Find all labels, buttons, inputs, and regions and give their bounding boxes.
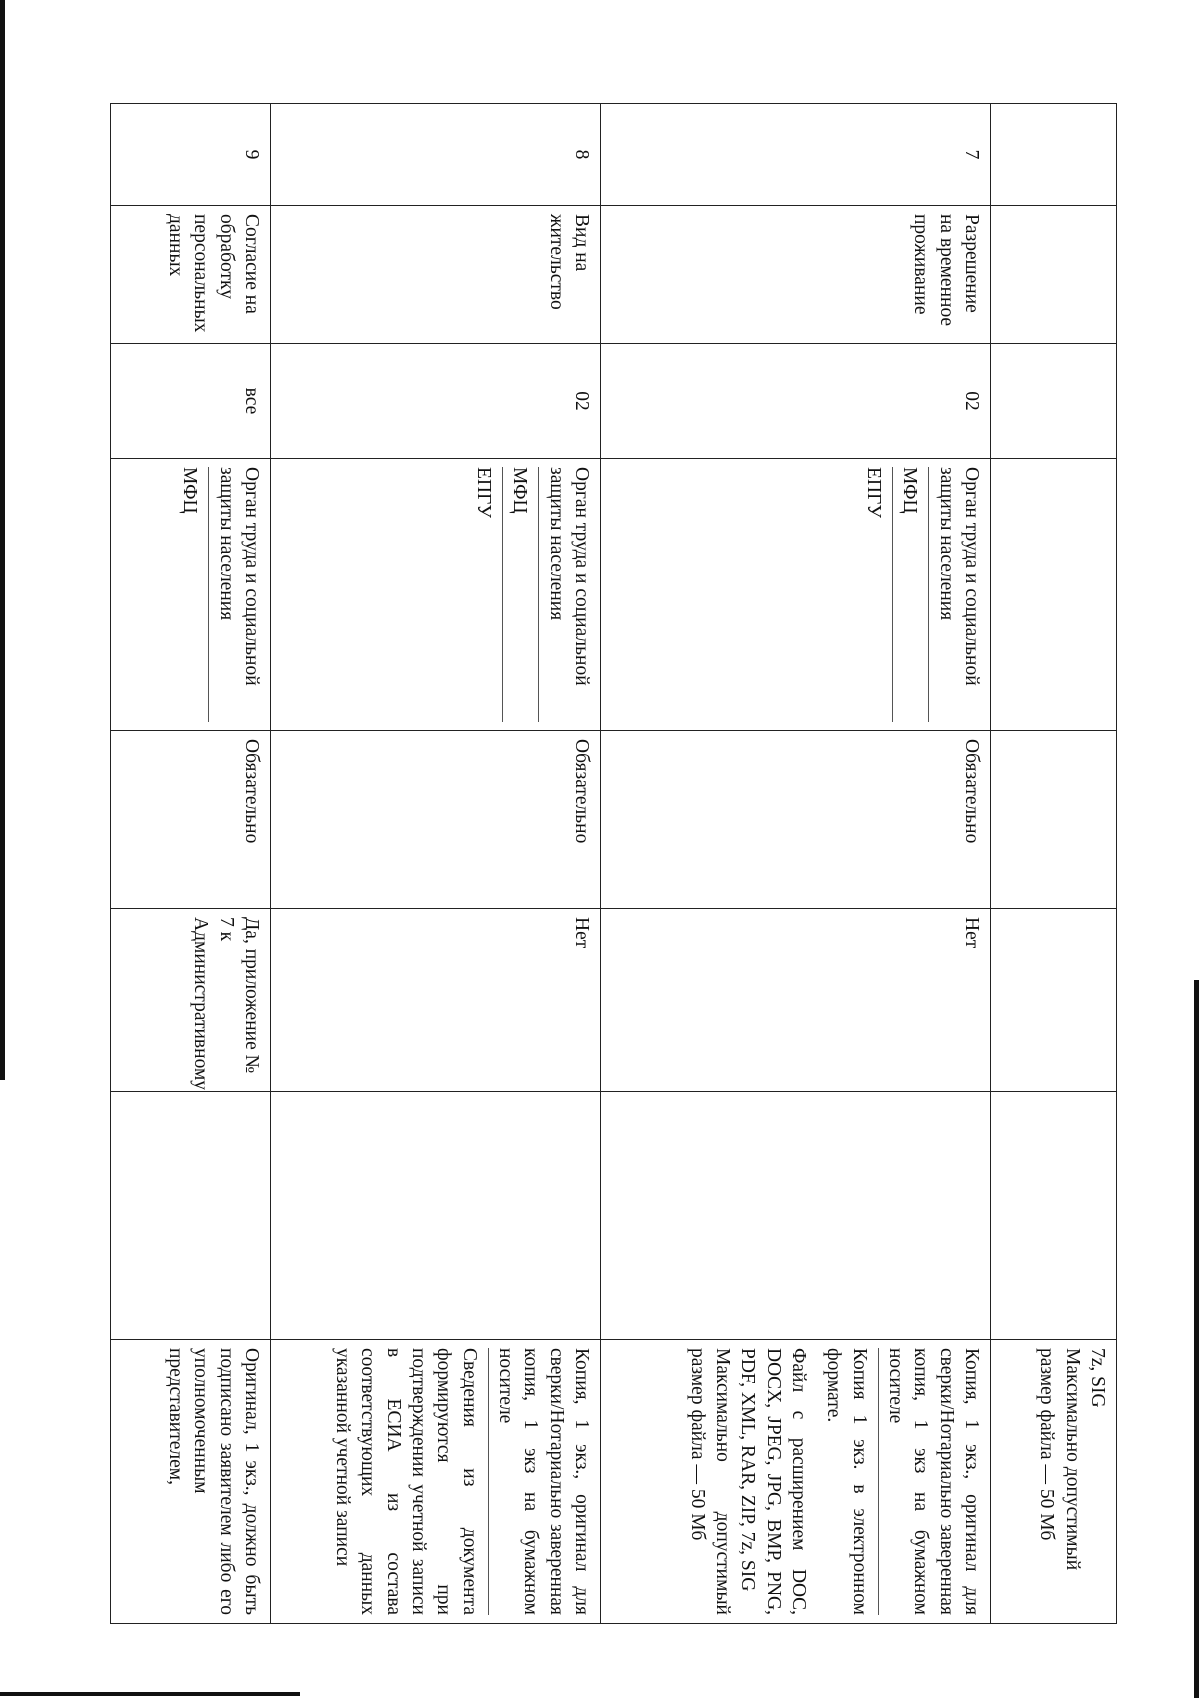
document-name: Вид на жительство (271, 206, 601, 344)
requirement-paper: Копия, 1 экз., оригинал для сверки/Нотариально заверенная копия, 1 экз на бумажном носителе (488, 1348, 594, 1615)
requirement-esia: Сведения из документа формируются при подтверждении учетной записи в ЕСИА из состава соответствующих данных указанной учетной записи (331, 1348, 480, 1615)
place-epgu: ЕПГУ (862, 467, 884, 519)
mandatory-status: Обязательно (111, 731, 271, 909)
table-row-7 (601, 104, 991, 1624)
template-status: Нет (271, 909, 601, 1092)
requirement-original: Оригинал, 1 экз., должно быть подписано заявителем либо его уполномоченным представителем, (164, 1348, 262, 1615)
place-mfc: МФЦ (892, 467, 922, 722)
row-number: 9 (111, 104, 271, 206)
requirement-size: Максимально допустимый размер файла — 50 Мб (686, 1348, 733, 1615)
applicant-category: 02 (271, 344, 601, 459)
submission-places (271, 459, 601, 731)
applicant-category: все (111, 344, 271, 459)
applicant-category: 02 (601, 344, 991, 459)
continuation-row (991, 104, 1117, 1624)
cont-cell-name (991, 104, 1117, 206)
document-requirements (271, 1340, 601, 1624)
place-authority: Орган труда и социальной защиты населения (208, 467, 264, 722)
template-status: Нет (601, 909, 991, 1092)
cont-cell-empty (991, 1092, 1117, 1340)
document-requirements (111, 1340, 271, 1624)
cont-req-line-3: размер файла — 50 Мб (1036, 1348, 1058, 1541)
document-requirements (601, 1340, 991, 1624)
document-name: Разрешение на временное проживание (601, 206, 991, 344)
place-mfc: МФЦ (502, 467, 532, 722)
mandatory-status: Обязательно (601, 731, 991, 909)
cont-cell-requirements (991, 1340, 1117, 1624)
row-number: 8 (271, 104, 601, 206)
empty-cell (111, 1092, 271, 1340)
table-row-9 (111, 104, 271, 1624)
cont-req-line-2: Максимально допустимый (1061, 1348, 1083, 1571)
cont-cell-cat (991, 344, 1117, 459)
cont-req-line-1: 7z, SIG (1087, 1348, 1108, 1408)
requirement-paper: Копия, 1 экз., оригинал для сверки/Нотариально заверенная копия, 1 экз на бумажном носителе (878, 1348, 984, 1615)
requirement-electronic: Копия 1 экз. в электронном формате. (823, 1348, 870, 1615)
cont-cell-place (991, 459, 1117, 731)
cont-cell-template (991, 909, 1117, 1092)
place-authority: Орган труда и социальной защиты населения (928, 467, 984, 722)
empty-cell (601, 1092, 991, 1340)
submission-places (601, 459, 991, 731)
cont-cell-mandatory (991, 731, 1117, 909)
mandatory-status: Обязательно (271, 731, 601, 909)
cont-cell-num (991, 206, 1117, 344)
empty-cell (271, 1092, 601, 1340)
template-status: Да, приложение № 7 к Административному (111, 909, 271, 1092)
document-name: Согласие на обработку персональных данных (111, 206, 271, 344)
requirement-formats: Файл с расширением DOC, DOCX, JPEG, JPG, BMP, PNG, PDF, XML, RAR, ZIP, 7z, SIG (737, 1348, 809, 1615)
place-mfc: МФЦ (179, 467, 201, 514)
table-row-8 (271, 104, 601, 1624)
documents-table (110, 103, 1117, 1624)
place-authority: Орган труда и социальной защиты населения (538, 467, 594, 722)
place-epgu: ЕПГУ (472, 467, 494, 519)
row-number: 7 (601, 104, 991, 206)
submission-places (111, 459, 271, 731)
